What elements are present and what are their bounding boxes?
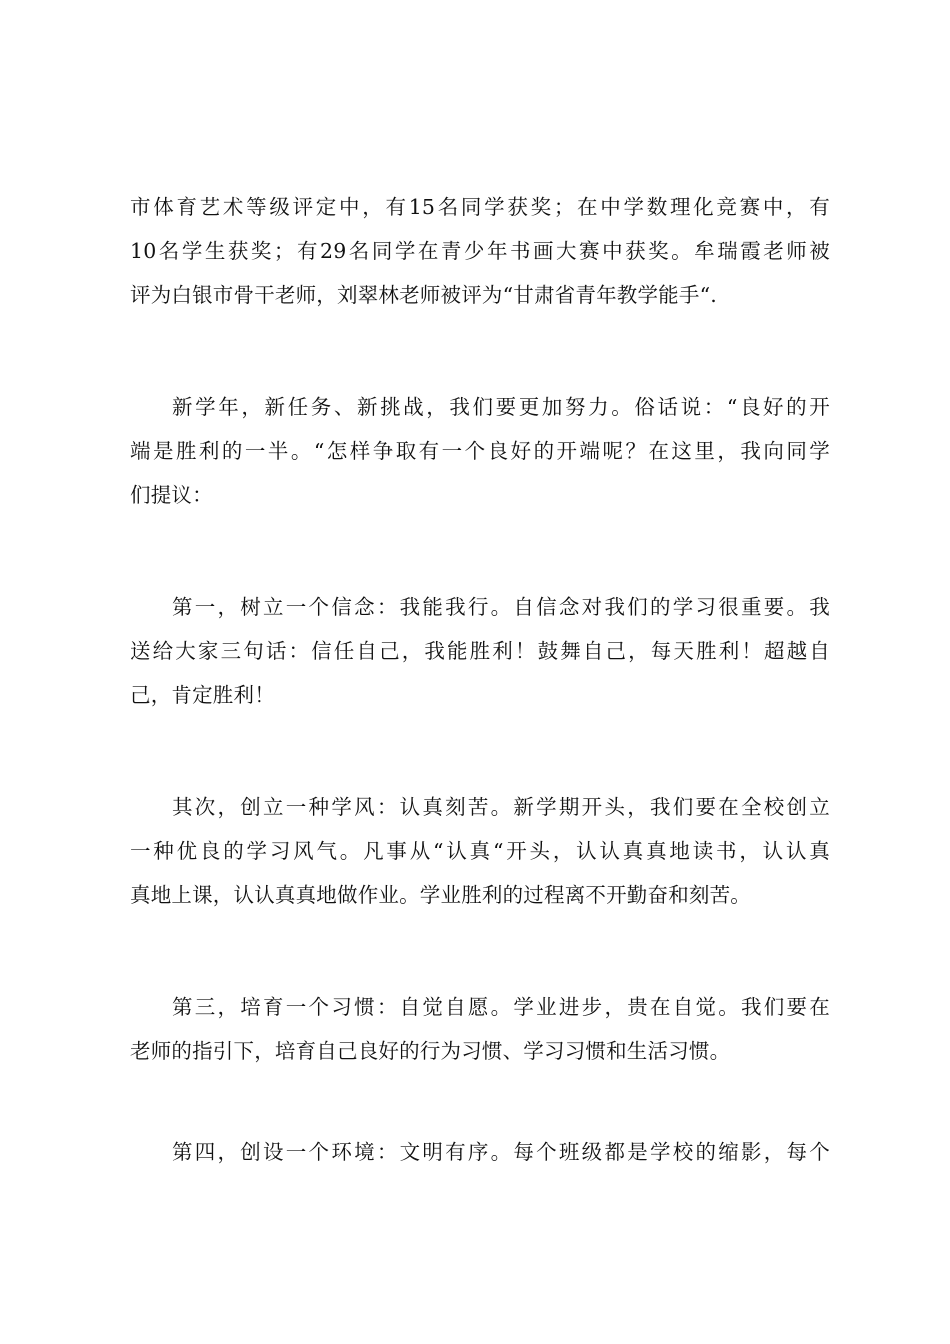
text-line: 们提议： xyxy=(130,483,213,507)
text-line: 第三，培育一个习惯：自觉自愿。学业进步，贵在自觉。我们要在 xyxy=(172,995,830,1019)
text-line: 其次，创立一种学风：认真刻苦。新学期开头，我们要在全校创立 xyxy=(172,795,830,819)
text-line: 10名学生获奖；有29名同学在青少年书画大赛中获奖。牟瑞霞老师被 xyxy=(130,239,830,263)
paragraph-awards xyxy=(130,185,830,317)
text-line: 一种优良的学习风气。凡事从“认真“开头，认认真真地读书，认认真 xyxy=(130,839,830,863)
paragraph-third-habit xyxy=(130,985,830,1073)
paragraph-new-year xyxy=(130,385,830,517)
text-line: 评为白银市骨干老师，刘翠林老师被评为“甘肃省青年教学能手“. xyxy=(130,283,717,307)
paragraph-second-study-style xyxy=(130,785,830,917)
text-line: 第四，创设一个环境：文明有序。每个班级都是学校的缩影，每个 xyxy=(172,1140,830,1164)
text-line: 第一，树立一个信念：我能我行。自信念对我们的学习很重要。我 xyxy=(172,595,830,619)
text-line: 新学年，新任务、新挑战，我们要更加努力。俗话说：“良好的开 xyxy=(172,395,830,419)
paragraph-fourth-environment xyxy=(130,1130,830,1174)
text-line: 端是胜利的一半。“怎样争取有一个良好的开端呢？在这里，我向同学 xyxy=(130,439,830,463)
text-line: 市体育艺术等级评定中，有15名同学获奖；在中学数理化竞赛中，有 xyxy=(130,195,830,219)
paragraph-first-belief xyxy=(130,585,830,717)
text-line: 送给大家三句话：信任自己，我能胜利！鼓舞自己，每天胜利！超越自 xyxy=(130,639,830,663)
text-line: 老师的指引下，培育自己良好的行为习惯、学习习惯和生活习惯。 xyxy=(130,1039,731,1063)
text-line: 真地上课，认认真真地做作业。学业胜利的过程离不开勤奋和刻苦。 xyxy=(130,883,751,907)
text-line: 己，肯定胜利！ xyxy=(130,683,275,707)
